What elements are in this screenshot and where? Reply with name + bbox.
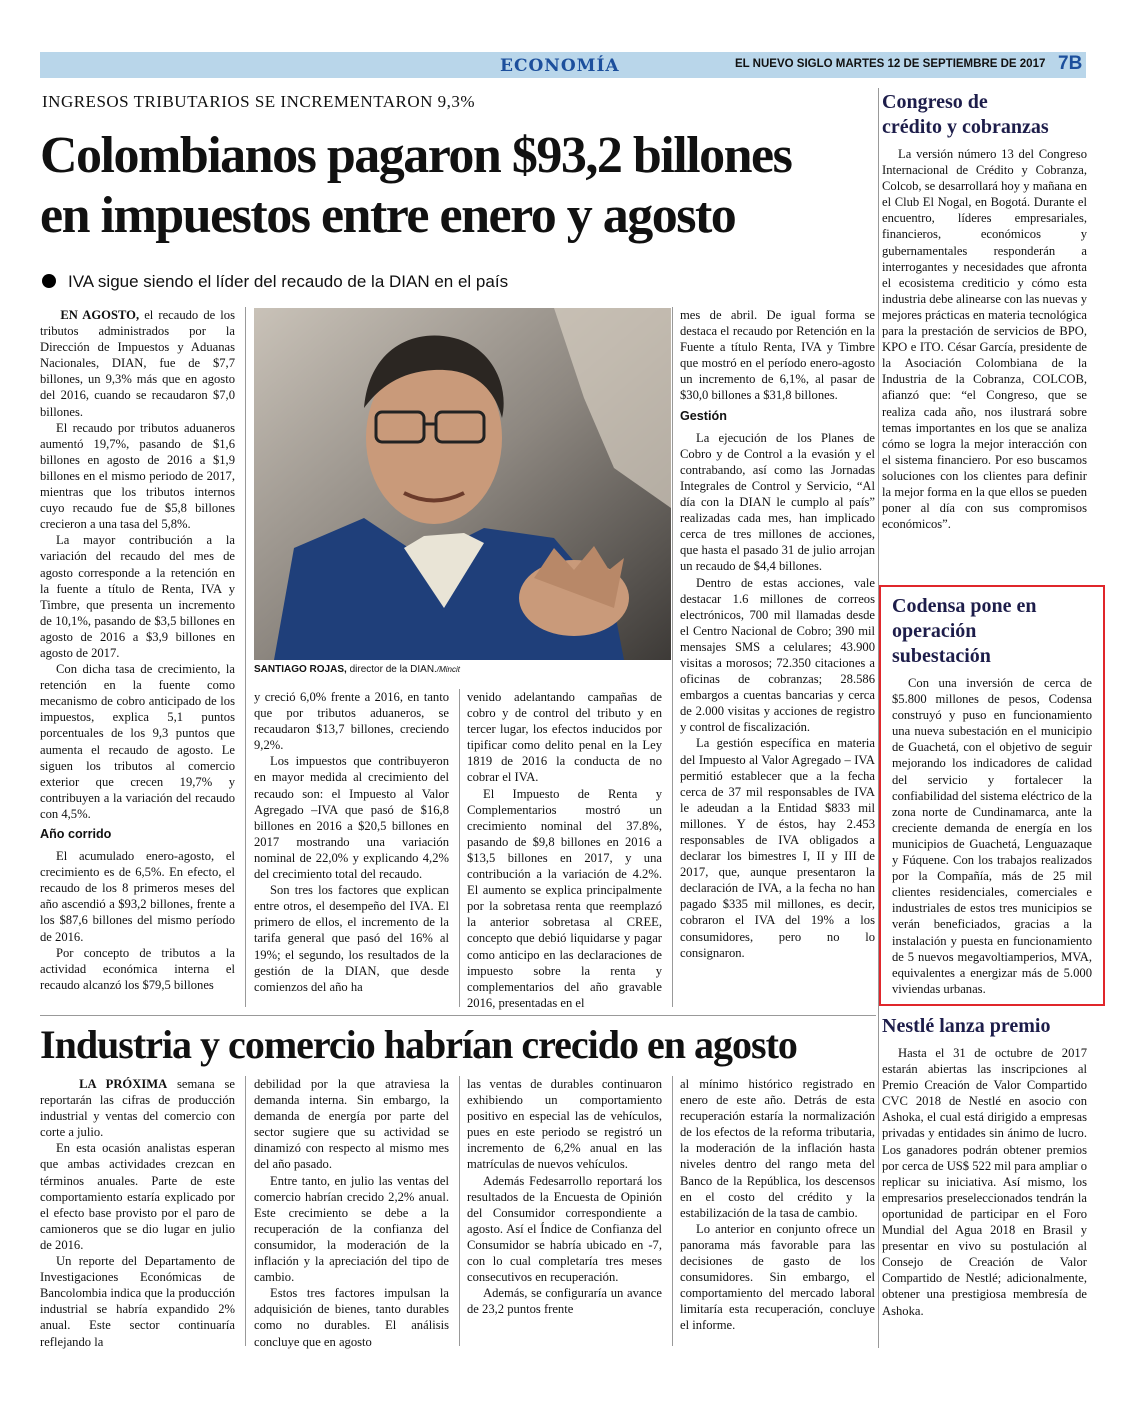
subheading: Año corrido: [40, 827, 112, 841]
caption-text: director de la DIAN.: [346, 664, 437, 675]
paragraph: Entre tanto, en julio las ventas del comercio habrían crecido 2,2% anual. Este crecimiento se debe a la recuperación de la confianza del consumidor, la moderación de la inflación y la apreciación del tipo de cambio.: [254, 1173, 449, 1285]
article-column-3: [467, 689, 662, 1011]
paragraph: venido adelantando campañas de cobro y de control del tributo y en tercer lugar, los efectos inducidos por tipificar como delito penal en la Ley 1819 de 2016 la conducta de no cobrar el IVA.: [467, 690, 662, 785]
paragraph: Los impuestos que contribuyeron en mayor medida al crecimiento del recaudo son: el Impuesto al Valor Agregado –IVA que pasó de $16,8 billones en 2016 a $20,5 billones en 2017 mostrando una variación nominal de 22,0% y explicando 4,2% del crecimiento total del recaudo.: [254, 754, 449, 882]
subhead-text: IVA sigue siendo el líder del recaudo de la DIAN en el país: [68, 272, 509, 291]
paragraph: Además, se configuraría un avance de 23,2 puntos frente: [467, 1286, 662, 1317]
photo-credit: /Mincit: [436, 665, 460, 674]
sidebar-title: Codensa pone en operación subestación: [892, 595, 1037, 667]
article2-column-3: [467, 1076, 662, 1317]
caption-name: SANTIAGO ROJAS,: [254, 664, 347, 675]
headline-line-1: Colombianos pagaron $93,2 billones: [40, 127, 792, 184]
sidebar-congreso: [882, 90, 1087, 532]
paragraph: las ventas de durables continuaron exhibiendo un comportamiento positivo en especial las de vehículos, pues en este periodo se registró un incremento de 6,2% anual en las matrículas de nuevos vehículos.: [467, 1077, 662, 1172]
column-divider: [459, 689, 460, 1007]
paragraph: En esta ocasión analistas esperan que ambas actividades crezcan en términos anuales. Parte de este comportamiento estaría explicado por el efecto base provisto por el paro de camioneros que se dio lugar en julio de 2016.: [40, 1141, 235, 1252]
article-divider: [40, 1015, 876, 1016]
masthead-date: EL NUEVO SIGLO MARTES 12 DE SEPTIEMBRE DE 2017: [735, 58, 1046, 70]
lead-in: EN AGOSTO,: [60, 308, 140, 322]
bullet-icon: [42, 274, 56, 288]
paragraph: LA PRÓXIMA semana se reportarán las cifras de producción industrial y ventas del comercio con corte a julio.: [40, 1077, 236, 1140]
subheading: Gestión: [680, 408, 727, 423]
paragraph: Hasta el 31 de octubre de 2017 estarán abiertas las inscripciones al Premio Creación de Valor Compartido CVC 2018 de Nestlé en asocio con Ashoka, el cual está dirigido a empresas privadas y entidades sin ánimo de lucro. Los ganadores podrán obtener premios por cerca de US$ 522 mil para ampliar o replicar su iniciativa. Así mismo, los empresarios preseleccionados tendrán la oportunidad de participar en el Foro Mundial del Agua 2018 en Brasil y presentar en vivo su postulación al Consejo de Creación de Valor Compartido de Nestlé; adicionalmente, obtener una prestigiosa membresía de Ashoka.: [882, 1046, 1087, 1318]
subhead: [42, 272, 508, 292]
paragraph: al mínimo histórico registrado en enero de este año. Detrás de esta recuperación estaría la normalización de los efectos de la reforma tributaria, la moderación de la inflación hasta niveles dentro del rango meta del Banco de la República, los descensos en el costo del crédito y la estabilización de la tasa de cambio.: [680, 1077, 875, 1220]
portrait-illustration: [254, 308, 671, 660]
paragraph: El Impuesto de Renta y Complementarios mostró un crecimiento nominal del 37.8%, pasando de $9,8 billones en 2016 a $13,5 billones en 2017, y una contribución a la variación de 4.2%. El aumento se explica principalmente por la sobretasa renta que reemplazó la anterior sobretasa al CREE, concepto que debió liquidarse y pagar como anticipo en las declaraciones de impuesto sobre la renta y complementarios del año gravable 2016, presentadas en el: [467, 786, 662, 1010]
paragraph: Con dicha tasa de crecimiento, la retención en la fuente como mecanismo de cobro anticipado de los impuestos, explica 5,1 puntos porcentuales de los 9,3 puntos que aumenta el recaudo de agosto. Le siguen los tributos al comercio exterior que crecen 19,7% y contribuyen a la variación del recaudo con 4,5%.: [40, 662, 235, 821]
column-divider: [245, 307, 246, 1007]
photo-caption: [254, 664, 460, 675]
headline-line-2: en impuestos entre enero y agosto: [40, 187, 736, 244]
sidebar-body: [882, 1045, 1087, 1319]
paragraph: El recaudo por tributos aduaneros aumentó 19,7%, pasando de $1,6 billones en agosto de 2016 a $1,9 billones en el mismo periodo de 2017, mientras que los tributos internos cuyo recaudo fue de $5,8 billones crecieron a una tasa del 5,8%.: [40, 420, 235, 532]
article-photo: [254, 308, 671, 660]
paragraph: Son tres los factores que explican entre otros, el desempeño del IVA. El primero de ellos, el incremento de la tarifa general que pasó del 16% al 19%; el segundo, los resultados de la gestión de la DIAN, que desde comienzos del año ha: [254, 883, 449, 994]
paragraph: Por concepto de tributos a la actividad económica interna el recaudo alcanzó los $79,5 billones: [40, 945, 235, 992]
lead-in: LA PRÓXIMA: [79, 1077, 168, 1091]
kicker: INGRESOS TRIBUTARIOS SE INCREMENTARON 9,3%: [42, 92, 476, 111]
sidebar-title: Congreso de crédito y cobranzas: [882, 91, 1049, 138]
paragraph: La gestión específica en materia del Impuesto al Valor Agregado – IVA permitió establecer que a la fecha cerca de 37 mil responsables de IVA le adeudan a la Entidad $833 mil millones. Y de éstos, hay 2.453 responsables de IVA obligados a declarar los bimestres I, II y III de 2017, que, aunque presentaron la declaración de IVA, a la fecha no han pagado $335 mil millones, es decir, cobraron el IVA del 19% a los consumidores, pero no lo consignaron.: [680, 736, 875, 960]
paragraph: La ejecución de los Planes de Cobro y de Control a la evasión y el contrabando, así como las Jornadas Integrales de Control y Servicio, “Al día con la DIAN le cumplo al país” realizadas cada mes, han implicado cerca de tres millones de acciones, que hasta el pasado 31 de julio arrojan un recaudo de $4,4 billones.: [680, 430, 875, 574]
main-headline: [40, 126, 875, 246]
paragraph: Lo anterior en conjunto ofrece un panorama más favorable para las decisiones de gasto de los consumidores. Sin embargo, el comportamiento del mercado laboral limitaría esta recuperación, concluye el informe.: [680, 1221, 875, 1333]
paragraph: Con una inversión de cerca de $5.800 millones de pesos, Codensa construyó y puso en funcionamiento una nueva subestación en el municipio de Guachetá, con el objetivo de seguir mejorando los indicadores de calidad del servicio y fortalecer la confiabilidad del sistema eléctrico de la zona norte de Cundinamarca, ante la creciente demanda de energía en los municipios de Guachetá, Lenguazaque y Fúquene. Con los trabajos realizados por la Compañía, más de 25 mil clientes residenciales, comerciales e industriales de estos tres municipios se verán beneficiados, gracias a la instalación y puesta en funcionamiento de 5 nuevos megavoltiamperios, MVA, equivalentes a energizar más de 5.000 viviendas urbanas.: [892, 676, 1092, 996]
paragraph: debilidad por la que atraviesa la demanda interna. Sin embargo, la demanda de energía por parte del sector sugiere que su actividad se dinamizó con respecto al mismo mes del año pasado.: [254, 1077, 449, 1172]
paragraph: mes de abril. De igual forma se destaca el recaudo por Retención en la Fuente a título Renta, IVA y Timbre que mostró en el período enero-agosto un incremento de 6,1%, al pasar de $30,0 billones a $31,8 billones.: [680, 308, 875, 403]
paragraph: Un reporte del Departamento de Investigaciones Económicas de Bancolombia indica que la producción industrial se habría expandido 2% anual. Este sector continuaría reflejando la: [40, 1254, 235, 1349]
section-label: ECONOMÍA: [500, 56, 620, 76]
second-headline: Industria y comercio habrían crecido en agosto: [40, 1022, 797, 1067]
column-divider: [245, 1076, 246, 1346]
article2-column-2: [254, 1076, 449, 1350]
column-divider: [459, 1076, 460, 1346]
sidebar-body: [892, 675, 1092, 997]
column-divider: [672, 1076, 673, 1346]
sidebar-title: Nestlé lanza premio: [882, 1015, 1051, 1037]
paragraph: Estos tres factores impulsan la adquisición de bienes, tanto durables como no durables. El análisis concluye que en agosto: [254, 1286, 449, 1349]
paragraph: EN AGOSTO, el recaudo de los tributos administrados por la Dirección de Impuestos y Aduanas Nacionales, DIAN, fue de $7,7 billones, un 9,3% más que en agosto del 2016, cuando se recaudaron $7,0 billones.: [40, 308, 235, 419]
article-column-4: [680, 307, 875, 961]
paragraph: Dentro de estas acciones, vale destacar 1.6 millones de correos electrónicos, 700 mil llamadas desde el Centro Nacional de Cobro; 390 mil mensajes SMS a celulares; 43.900 visitas a morosos; 72.350 citaciones a oficinas de cobranzas; 28.586 embargos a cuentas bancarias y cerca de 2.000 visitas y acciones de registro y control de fiscalización.: [680, 575, 875, 735]
article2-column-4: [680, 1076, 875, 1334]
article-column-1: [40, 307, 235, 993]
column-divider: [672, 307, 673, 1007]
sidebar-nestle: [882, 1014, 1087, 1319]
article2-column-1: [40, 1076, 235, 1350]
paragraph: y creció 6,0% frente a 2016, en tanto que por tributos aduaneros, se recaudaron $13,7 billones, creciendo 9,2%.: [254, 690, 449, 753]
paragraph: La mayor contribución a la variación del recaudo del mes de agosto corresponde a la retención en la fuente a título de Renta, IVA y Timbre, que presenta un incremento de 10,1%, pasando de $3,5 billones en agosto de 2016 a $3,9 billones en agosto de 2017.: [40, 533, 235, 660]
article-column-2: [254, 689, 449, 995]
sidebar-codensa: [892, 594, 1092, 997]
page-number: 7B: [1058, 53, 1083, 74]
paragraph: La versión número 13 del Congreso Internacional de Crédito y Cobranza, Colcob, se desarrollará hoy y mañana en el Club El Nogal, en Bogotá. Durante el encuentro, líderes empresariales, financieros, económicos y gubernamentales responderán a interrogantes y necesidades que afronta el ecosistema crediticio y cómo esta industria debe alinearse con las nuevas y mejores prácticas en materia tecnológica para la prestación de servicios de BPO, KPO e ITO. César García, presidente de la Asociación Colombiana de la Industria de la Cobranza, COLCOB, afianzó que: “el Congreso, que se realiza cada año, nos ilustrará sobre temas importantes en los que se analiza cómo se logra la mejor interacción con el sistema financiero. Por eso buscamos soluciones con los clientes para definir la mejor forma en la que ellos se pueden poner al día con sus compromisos económicos”.: [882, 147, 1087, 532]
paragraph: Además Fedesarrollo reportará los resultados de la Encuesta de Opinión del Consumidor correspondiente a agosto. Así el Índice de Confianza del Consumidor se habría ubicado en -7, con lo cual completaría tres meses consecutivos en recuperación.: [467, 1173, 662, 1285]
paragraph: El acumulado enero-agosto, el crecimiento es de 6,5%. En efecto, el recaudo de los 8 primeros meses del año ascendió a $93,2 billones, frente a los $87,6 billones del mismo período de 2016.: [40, 849, 235, 944]
sidebar-body: [882, 146, 1087, 532]
